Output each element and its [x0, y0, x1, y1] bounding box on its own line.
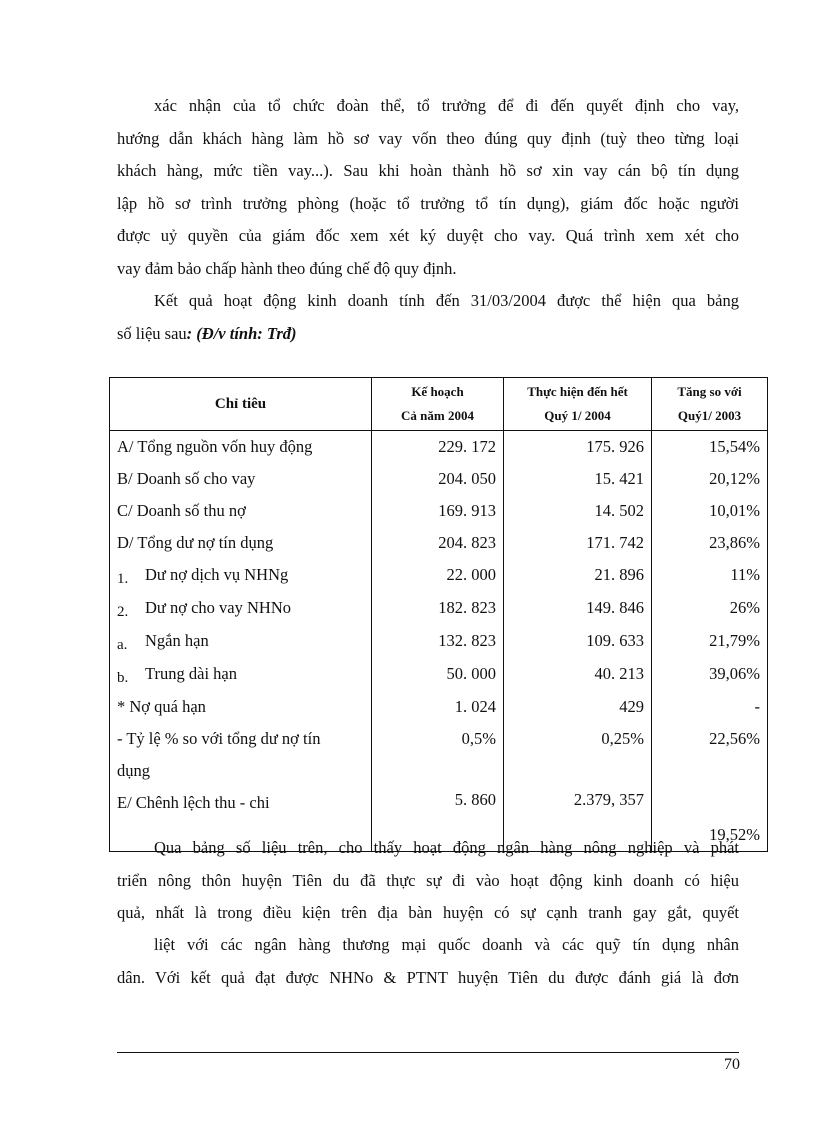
row-plan: 204. 823: [372, 527, 504, 559]
header-plan: [372, 378, 504, 431]
row-actual: 15. 421: [504, 463, 652, 495]
list-marker: 2.: [117, 604, 129, 620]
row-label: E/ Chênh lệch thu - chi: [110, 787, 372, 819]
table-row: [110, 592, 768, 625]
row-label-text: Dư nợ dịch vụ NHNg: [145, 565, 289, 584]
row-plan: 229. 172: [372, 431, 504, 464]
list-marker: b.: [117, 670, 129, 686]
text-line: dân. Với kết quả đạt được NHNo & PTNT huyện Tiên du được đánh giá là đơn: [117, 967, 739, 987]
row-plan: 204. 050: [372, 463, 504, 495]
paragraph-conclusion: [117, 929, 739, 994]
row-label-text: Dư nợ cho vay NHNo: [145, 598, 291, 617]
row-growth: 15,54%: [652, 431, 768, 464]
row-growth: 20,12%: [652, 463, 768, 495]
header-actual-line2: Quý 1/ 2004: [544, 408, 611, 423]
row-growth: 21,79%: [652, 625, 768, 658]
row-label: B/ Doanh số cho vay: [110, 463, 372, 495]
row-growth: 23,86%: [652, 527, 768, 559]
header-indicator: Chỉ tiêu: [110, 378, 372, 431]
text-line: liệt với các ngân hàng thương mại quốc doanh và các quỹ tín dụng nhân: [154, 935, 739, 954]
row-actual: 109. 633: [504, 625, 652, 658]
row-plan: 169. 913: [372, 495, 504, 527]
row-label: [110, 559, 372, 592]
header-growth-line2: Quý1/ 2003: [677, 408, 742, 423]
text-line: vay đảm bảo chấp hành theo đúng chế độ quy định.: [117, 258, 457, 278]
table-row: [110, 658, 768, 691]
row-label: [110, 625, 372, 658]
row-actual: 2.379, 357: [504, 787, 652, 819]
table-row: [110, 495, 768, 527]
row-label: [110, 658, 372, 691]
table-header-row: [110, 378, 768, 431]
text-line: khách hàng, mức tiền vay...). Sau khi hoàn thành hồ sơ xin vay cán bộ tín dụng: [117, 161, 739, 180]
row-growth: 22,56%: [652, 723, 768, 755]
table-row: [110, 787, 768, 819]
header-plan-line2: Cả năm 2004: [401, 408, 474, 423]
text-line: được uỷ quyền của giám đốc xem xét ký duyệt cho vay. Quá trình xem xét cho: [117, 226, 739, 245]
row-label: [110, 592, 372, 625]
table-row: [110, 755, 768, 787]
text-line: quả, nhất là trong điều kiện trên địa bàn huyện có sự cạnh tranh gay gắt, quyết: [117, 903, 739, 922]
row-label: D/ Tổng dư nợ tín dụng: [110, 527, 372, 559]
row-label: - Tỷ lệ % so với tổng dư nợ tín: [110, 723, 372, 755]
text-line: [117, 318, 739, 351]
header-plan-line1: Kế hoạch: [411, 384, 464, 399]
row-plan: [372, 755, 504, 787]
row-plan: 22. 000: [372, 559, 504, 592]
row-plan: 182. 823: [372, 592, 504, 625]
header-actual-line1: Thực hiện đến hết: [527, 384, 628, 399]
paragraph-analysis: [117, 832, 739, 930]
unit-note: : (Đ/v tính: Trđ): [186, 323, 297, 343]
row-label: * Nợ quá hạn: [110, 691, 372, 723]
row-actual: [504, 755, 652, 787]
row-plan: 132. 823: [372, 625, 504, 658]
row-growth: [652, 755, 768, 787]
row-growth: 11%: [652, 559, 768, 592]
text-line: Qua bảng số liệu trên, cho thấy hoạt động ngân hàng nông nghiệp và phát: [154, 838, 739, 857]
header-growth-line1: Tăng so với: [677, 384, 742, 399]
table-row: [110, 691, 768, 723]
table-row: [110, 625, 768, 658]
text-line: xác nhận của tổ chức đoàn thể, tổ trưởng để đi đến quyết định cho vay,: [154, 96, 739, 115]
row-plan: 1. 024: [372, 691, 504, 723]
table-row: [110, 559, 768, 592]
text-line: hướng dẫn khách hàng làm hồ sơ vay vốn theo đúng quy định (tuỳ theo từng loại: [117, 128, 739, 148]
row-growth: [652, 787, 768, 819]
header-growth: [652, 378, 768, 431]
text-fragment: số liệu sau: [117, 323, 187, 343]
header-actual: [504, 378, 652, 431]
row-actual: 21. 896: [504, 559, 652, 592]
list-marker: 1.: [117, 571, 129, 587]
row-label-text: Trung dài hạn: [145, 664, 237, 683]
row-growth: 10,01%: [652, 495, 768, 527]
row-label-text: Ngắn hạn: [145, 631, 209, 650]
row-label: C/ Doanh số thu nợ: [110, 495, 372, 527]
text-line: Kết quả hoạt động kinh doanh tính đến 31/03/2004 được thể hiện qua bảng: [154, 291, 739, 310]
text-line: lập hồ sơ trình trưởng phòng (hoặc tổ trưởng tổ tín dụng), giám đốc hoặc người: [117, 193, 739, 213]
paragraph-loan-process: [117, 90, 739, 285]
table-row: [110, 431, 768, 464]
row-actual: 171. 742: [504, 527, 652, 559]
row-plan: 0,5%: [372, 723, 504, 755]
table-row: [110, 723, 768, 755]
row-actual: 429: [504, 691, 652, 723]
row-actual: 175. 926: [504, 431, 652, 464]
text-line: triển nông thôn huyện Tiên du đã thực sự đi vào hoạt động kinh doanh có hiệu: [117, 870, 739, 890]
row-actual: 149. 846: [504, 592, 652, 625]
row-label: A/ Tổng nguồn vốn huy động: [110, 431, 372, 464]
row-label: dụng: [110, 755, 372, 787]
results-table: [109, 377, 768, 852]
table-row: [110, 463, 768, 495]
row-actual: 0,25%: [504, 723, 652, 755]
row-plan: 5. 860: [372, 787, 504, 819]
row-growth: 19,52%: [652, 819, 768, 852]
row-actual: 14. 502: [504, 495, 652, 527]
row-growth: -: [652, 691, 768, 723]
table-row: [110, 527, 768, 559]
row-plan: 50. 000: [372, 658, 504, 691]
paragraph-results-intro: [117, 285, 739, 350]
row-actual: 40. 213: [504, 658, 652, 691]
footer-divider: [117, 1052, 739, 1053]
page-number: 70: [724, 1056, 740, 1073]
row-growth: 26%: [652, 592, 768, 625]
row-growth: 39,06%: [652, 658, 768, 691]
list-marker: a.: [117, 637, 128, 653]
